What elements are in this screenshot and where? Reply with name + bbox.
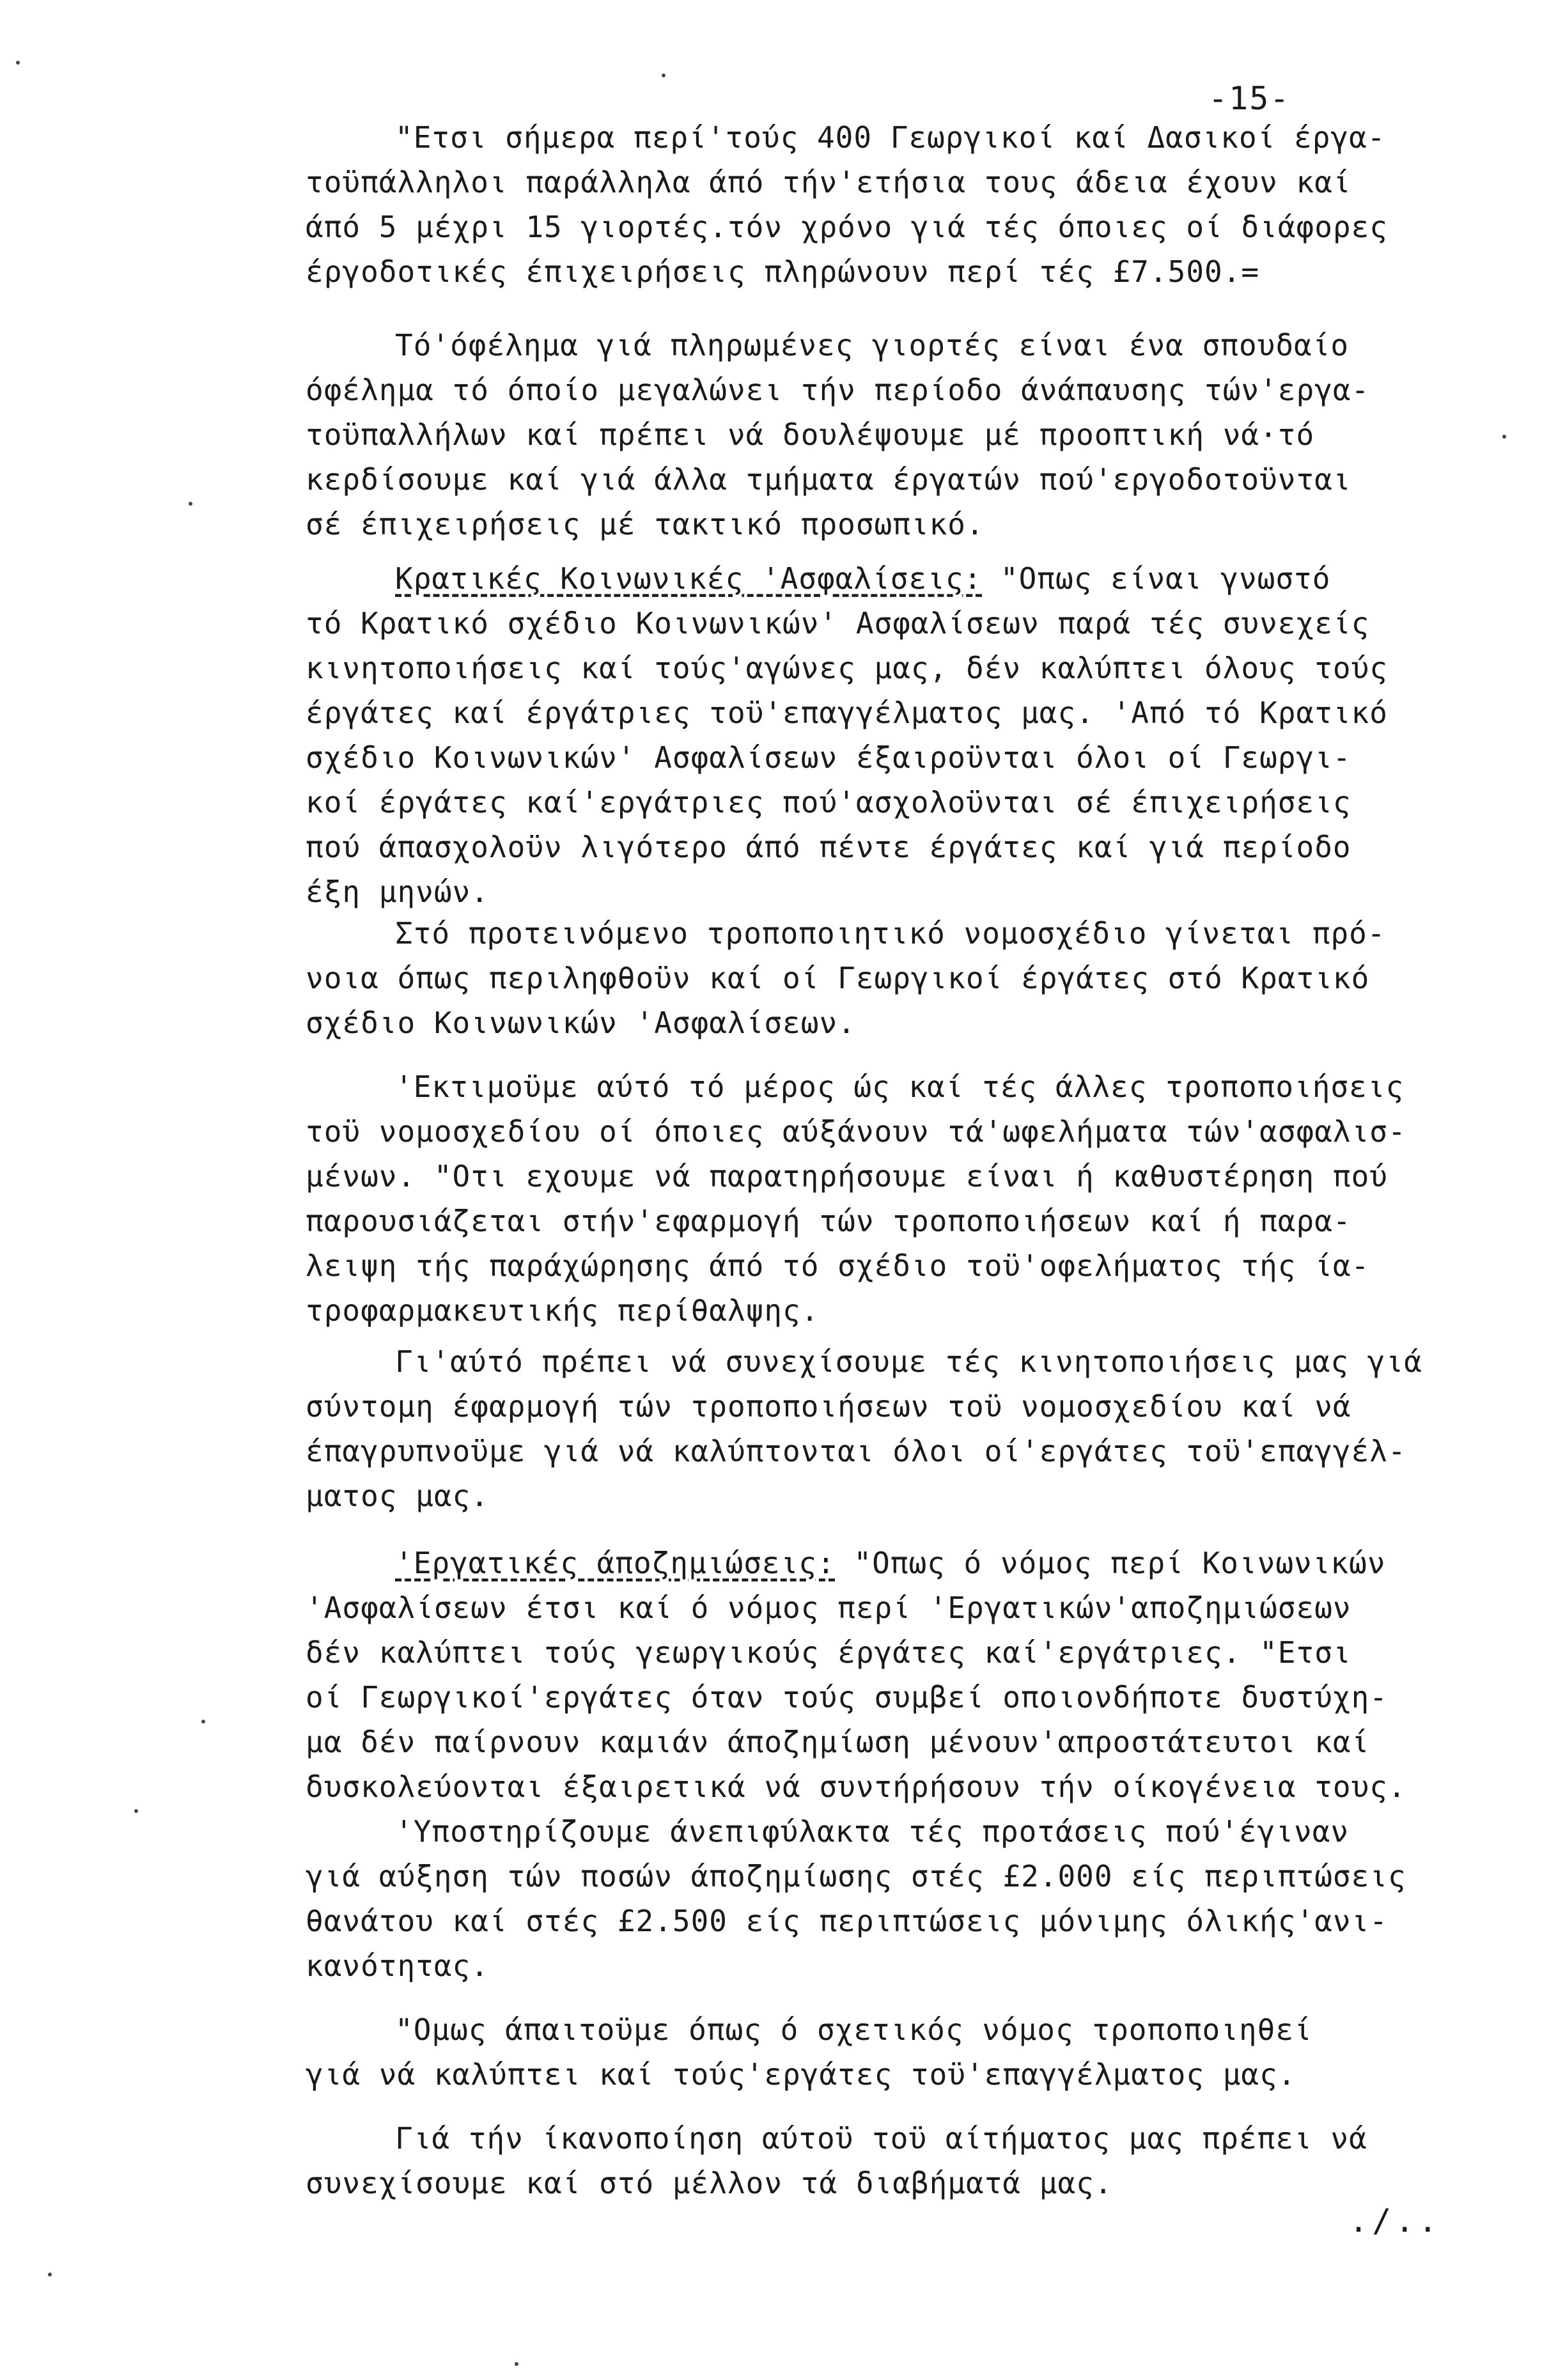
text-line: "Ομως άπαιτοϋμε όπως ό σχετικός νόμος τροποποιηθεί bbox=[395, 2012, 1312, 2047]
text-line: Γι'αύτό πρέπει νά συνεχίσουμε τές κινητοποιήσεις μας γιά bbox=[395, 1344, 1422, 1379]
text-line: τοϋ νομοσχεδίου οί όποιες αύξάνουν τά'ωφελήματα τών'ασφαλισ- bbox=[306, 1114, 1406, 1149]
scan-speck bbox=[201, 1720, 205, 1723]
text-line: πού άπασχολοϋν λιγότερο άπό πέντε έργάτες καί γιά περίοδο bbox=[306, 830, 1351, 864]
text-line: κινητοποιήσεις καί τούς'αγώνες μας, δέν καλύπτει όλους τούς bbox=[306, 651, 1388, 685]
text-line: Τό'όφέλημα γιά πληρωμένες γιορτές είναι ένα σπουδαίο bbox=[395, 328, 1350, 362]
text-line: σχέδιο Κοινωνικών 'Ασφαλίσεων. bbox=[306, 1006, 856, 1040]
text-line: 'Υποστηρίζουμε άνεπιφύλακτα τές προτάσεις πού'έγιναν bbox=[395, 1814, 1350, 1849]
text-line: τό Κρατικό σχέδιο Κοινωνικών' Ασφαλίσεων παρά τές συνεχείς bbox=[306, 606, 1370, 641]
scan-speck bbox=[662, 74, 666, 77]
paragraph-amending-bill bbox=[306, 911, 1450, 1045]
text-line: τοϋπάλληλοι παράλληλα άπό τήν'ετήσια τους άδεια έχουν καί bbox=[306, 165, 1351, 199]
text-line: δυσκολεύονται έξαιρετικά νά συντήρήσουν τήν οίκογένεια τους. bbox=[306, 1769, 1406, 1804]
scan-speck bbox=[1502, 435, 1506, 439]
text-line: ματος μας. bbox=[306, 1479, 489, 1513]
text-line: κερδίσουμε καί γιά άλλα τμήματα έργατών πού'εργοδοτοϋνται bbox=[306, 462, 1351, 497]
text-line: άπό 5 μέχρι 15 γιορτές.τόν χρόνο γιά τές όποιες οί διάφορες bbox=[306, 210, 1388, 244]
text-line: έξη μηνών. bbox=[306, 875, 489, 909]
continuation-mark: ./.. bbox=[1349, 2202, 1442, 2239]
text-line: γιά αύξηση τών ποσών άποζημίωσης στές £2.000 είς περιπτώσεις bbox=[306, 1859, 1406, 1894]
text-line: μα δέν παίρνουν καμιάν άποζημίωση μένουν'απροστάτευτοι καί bbox=[306, 1725, 1370, 1759]
paragraph-paid-holidays bbox=[306, 323, 1450, 547]
text-line: έργάτες καί έργάτριες τοϋ'επαγγέλματος μας. 'Από τό Κρατικό bbox=[306, 696, 1388, 730]
text-line: μένων. "Οτι εχουμε νά παρατηρήσουμε είναι ή καθυστέρηση πού bbox=[306, 1159, 1388, 1194]
page-number: -15- bbox=[1208, 80, 1291, 117]
text-line: οί Γεωργικοί'εργάτες όταν τούς συμβεί οποιονδήποτε δυστύχη- bbox=[306, 1680, 1388, 1715]
text-line: έργοδοτικές έπιχειρήσεις πληρώνουν περί τές £7.500.= bbox=[306, 254, 1260, 289]
scan-speck bbox=[189, 502, 192, 506]
text-line: Γιά τήν ίκανοποίηση αύτοϋ τοϋ αίτήματος μας πρέπει νά bbox=[395, 2121, 1367, 2156]
text-line: τοϋπαλλήλων καί πρέπει νά δουλέψουμε μέ προοπτική νά·τό bbox=[306, 417, 1315, 452]
section-heading: Κρατικές Κοινωνικές 'Ασφαλίσεις: bbox=[395, 561, 983, 596]
section-social-insurance bbox=[306, 556, 1450, 914]
text-line: κανότητας. bbox=[306, 1948, 489, 1983]
text-line: 'Ασφαλίσεων έτσι καί ό νόμος περί 'Εργατικών'αποζημιώσεων bbox=[306, 1591, 1351, 1625]
text-line: όφέλημα τό όποίο μεγαλώνει τήν περίοδο άνάπαυσης τών'εργα- bbox=[306, 373, 1370, 407]
paragraph-support-proposals bbox=[306, 1809, 1450, 1988]
text-line: σέ έπιχειρήσεις μέ τακτικό προσωπικό. bbox=[306, 507, 985, 541]
text-fragment: "Οπως είναι γνωστό bbox=[1000, 561, 1331, 596]
text-line: έπαγρυπνοϋμε γιά νά καλύπτονται όλοι οί'εργάτες τοϋ'επαγγέλ- bbox=[306, 1434, 1406, 1468]
section-first-line bbox=[306, 1541, 1450, 1585]
scan-speck bbox=[134, 1809, 138, 1813]
text-line: "Ετσι σήμερα περί'τούς 400 Γεωργικοί καί Δασικοί έργα- bbox=[395, 120, 1386, 155]
section-workers-compensation bbox=[306, 1541, 1450, 1809]
paragraph-annual-leave bbox=[306, 115, 1450, 294]
text-line: γιά νά καλύπτει καί τούς'εργάτες τοϋ'επαγγέλματος μας. bbox=[306, 2057, 1296, 2092]
text-line: συνεχίσουμε καί στό μέλλον τά διαβήματά μας. bbox=[306, 2166, 1113, 2200]
text-line: νοια όπως περιληφθοϋν καί οί Γεωργικοί έργάτες στό Κρατικό bbox=[306, 961, 1370, 995]
scan-speck bbox=[16, 61, 20, 65]
text-line: δέν καλύπτει τούς γεωργικούς έργάτες καί'εργάτριες. "Ετσι bbox=[306, 1635, 1351, 1670]
section-first-line bbox=[306, 556, 1450, 601]
text-line: σύντομη έφαρμογή τών τροποποιήσεων τοϋ νομοσχεδίου καί νά bbox=[306, 1389, 1351, 1424]
text-line: κοί έργάτες καί'εργάτριες πού'ασχολοϋνται σέ έπιχειρήσεις bbox=[306, 785, 1351, 820]
text-line: τροφαρμακευτικής περίθαλψης. bbox=[306, 1293, 820, 1328]
paragraph-demand bbox=[306, 2007, 1450, 2097]
text-line: παρουσιάζεται στήν'εφαρμογή τών τροποποιήσεων καί ή παρα- bbox=[306, 1204, 1351, 1238]
scan-speck bbox=[48, 2273, 52, 2276]
text-fragment: "Οπως ό νόμος περί Κοινωνικών bbox=[853, 1546, 1386, 1580]
text-line: λειψη τής παράχώρησης άπό τό σχέδιο τοϋ'οφελήματος τής ία- bbox=[306, 1248, 1370, 1283]
text-line: Στό προτεινόμενο τροποποιητικό νομοσχέδιο γίνεται πρό- bbox=[395, 916, 1386, 951]
paragraph-appreciation bbox=[306, 1064, 1450, 1333]
paragraph-conclusion bbox=[306, 2116, 1450, 2205]
scan-speck bbox=[515, 2362, 518, 2366]
section-heading: 'Εργατικές άποζημιώσεις: bbox=[395, 1546, 836, 1580]
text-line: 'Εκτιμοϋμε αύτό τό μέρος ώς καί τές άλλες τροποποιήσεις bbox=[395, 1069, 1405, 1104]
paragraph-mobilisation bbox=[306, 1339, 1450, 1518]
text-line: θανάτου καί στές £2.500 είς περιπτώσεις μόνιμης όλικής'ανι- bbox=[306, 1904, 1388, 1938]
text-line: σχέδιο Κοινωνικών' Ασφαλίσεων έξαιροϋνται όλοι οί Γεωργι- bbox=[306, 740, 1351, 775]
